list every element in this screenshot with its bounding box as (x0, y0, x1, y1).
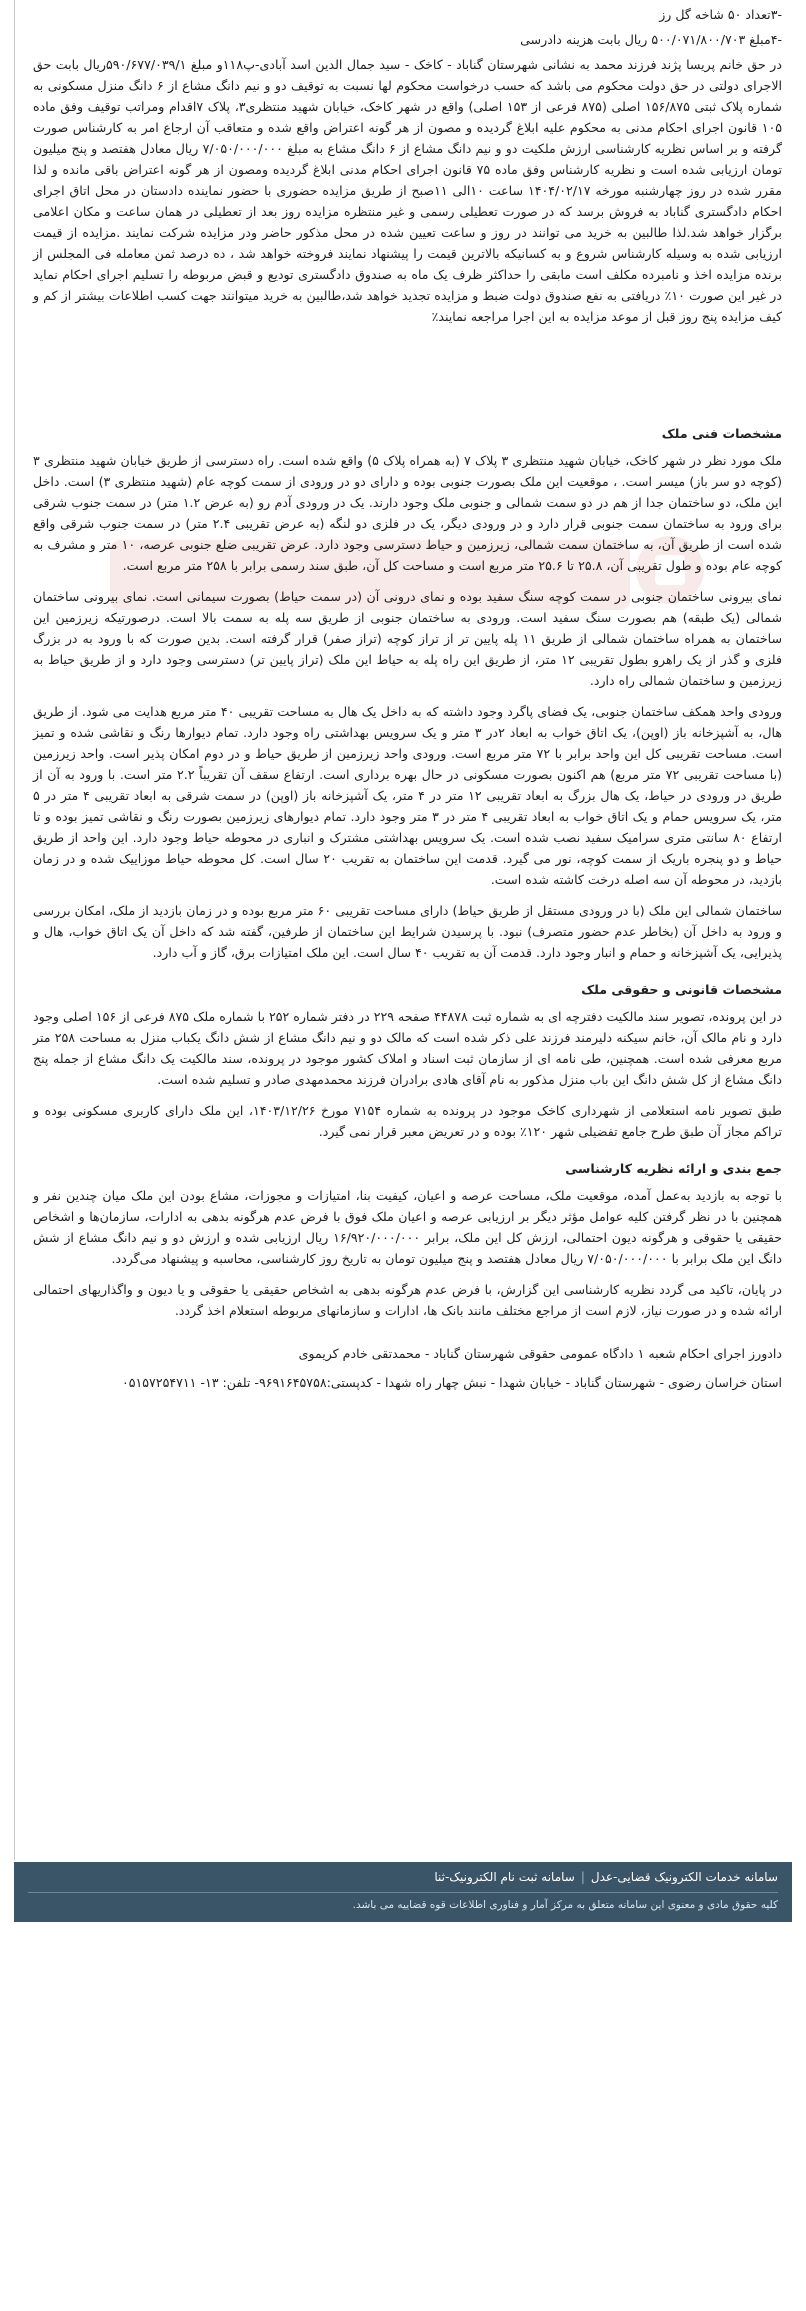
footer-copyright: کلیه حقوق مادی و معنوی این سامانه متعلق به مرکز آمار و فناوری اطلاعات قوه قضاییه می باشد. (352, 1899, 778, 1911)
conclusion-heading: جمع بندی و ارائه نظریه کارشناسی (565, 1161, 782, 1176)
technical-paragraph-location: ملک مورد نظر در شهر کاخک، خیابان شهید منتظری ۳ پلاک ۷ (به همراه پلاک ۵) واقع شده است. راه دسترسی از طریق خیابان شهید منتظری ۳ (کوچه دو سر باز) میسر است. ، موقعیت این ملک بصورت جنوبی بوده و دارای دو در ورودی از سمت کوچه عام (شهید منتظری ۳) است. داخل این ملک، دو ساختمان جدا از هم در دو سمت شمالی و جنوبی ملک وجود دارند. یک در ورودی آدم رو (به عرض ۱.۲ متر) در سمت جنوب شرقی برای ورود به ساختمان سمت جنوبی قرار دارد و در ورودی دیگر، یک در فلزی دو لنگه (به عرض تقریبی ۲.۴ متر) در سمت جنوب شرقی واقع شده است از طریق آن، به ساختمان سمت شمالی، زیرزمین و حیاط دسترسی وجود دارد. عرض تقریبی ضلع جنوبی عرصه، ۱۰ متر و مشرف به کوچه عام بوده و طول تقریبی آن، ۲۵.۸ تا ۲۵.۶ متر مربع است و مساحت کل آن، طبق سند رسمی برابر با ۲۵۸ متر مربع است. (33, 453, 783, 573)
conclusion-paragraph-valuation: با توجه به بازدید به‌عمل آمده، موقعیت ملک، مساحت عرصه و اعیان، کیفیت بنا، امتیازات و مجوزات، مشاع بودن این ملک میان چندین نفر و همچنین با در نظر گرفتن کلیه عوامل مؤثر دیگر بر ارزیابی عرصه و اعیان ملک فوق با فرض عدم هرگونه بدهی به ادارات، سازمان‌ها و اشخاص حقیقی یا حقوقی و هرگونه دیون احتمالی، ارزش کل این ملک، برابر ۱۶/۹۲۰/۰۰۰/۰۰۰ ریال ارزیابی شده و ارزش دو و نیم دانگ مشاع از شش دانگ این ملک برابر با ۷/۰۵۰/۰۰۰/۰۰۰ ریال معادل هفتصد و پنج میلیون تومان به تاریخ روز کارشناسی، محاسبه و پیشنهاد می‌گردد. (33, 1188, 782, 1266)
item-4-court-costs: -۴مبلغ ۵۰۰/۰۷۱/۸۰۰/۷۰۳ ریال بابت هزینه دادرسی (520, 32, 782, 47)
notice-content (14, 0, 792, 1860)
technical-specs-heading: مشخصات فنی ملک (661, 426, 782, 441)
signature: دادورز اجرای احکام شعبه ۱ دادگاه عمومی حقوقی شهرستان گناباد - محمدتقی خادم کریموی (298, 1346, 782, 1361)
legal-specs-heading: مشخصات قانونی و حقوقی ملک (581, 982, 782, 997)
legal-paragraph-municipality: طبق تصویر نامه استعلامی از شهرداری کاخک موجود در پرونده به شماره ۷۱۵۴ مورخ ۱۴۰۳/۱۲/۲۶، این ملک دارای کاربری مسکونی بوده و تراکم مجاز آن طبق طرح جامع تفضیلی شهر ۱۲۰٪ بوده و در تعریض معبر قرار نمی گیرد. (33, 1103, 782, 1139)
technical-paragraph-north-building: ساختمان شمالی این ملک (با در ورودی مستقل از طریق حیاط) دارای مساحت تقریبی ۶۰ متر مربع بوده و در زمان بازدید از ملک، امکان بررسی و ورود به داخل آن (بخاطر عدم حضور متصرف) نبود. با پرسیدن شرایط این ساختمان از طرفین، گفته شد که داخل آن یک اتاق خواب، هال و پذیرایی، یک آشپزخانه و حمام و انبار وجود دارد. قدمت آن به تقریب ۴۰ سال است. این ملک امتیازات برق، گاز و آب دارد. (33, 903, 783, 960)
section-gap (33, 337, 782, 407)
legal-paragraph-deed: در این پرونده، تصویر سند مالکیت دفترچه ای به شماره ثبت ۴۴۸۷۸ صفحه ۲۲۹ در دفتر شماره ۲۵۲ با شماره ملک ۸۷۵ فرعی از ۱۵۶ اصلی وجود دارد و نام مالک آن، خانم سیکنه دلیرمند فرزند علی ذکر شده است که مالک دو و نیم دانگ مشاع از شش دانگ یکباب منزل به مساحت ۲۵۸ متر مربع معرفی شده است. همچنین، طی نامه ای از سازمان ثبت اسناد و املاک کشور موجود در پرونده، سند مالکیت یک دانگ مشاع از جمله پنج دانگ مشاع از کل شش دانگ این باب منزل مذکور به نام آقای هادی برادران فرزند محمدمهدی صادر و تسلیم شده است. (33, 1009, 782, 1087)
auction-intro-paragraph: در حق خانم پریسا پژند فرزند محمد به نشانی شهرستان گناباد - کاخک - سید جمال الدین اسد آبادی-پ۱۱۸و مبلغ ۵۹۰/۶۷۷/۰۳۹/۱ریال بابت حق الاجرای دولتی در حق دولت محکوم می باشد که حسب درخواست محکوم لها نسبت به توقیف دو و نیم دانگ مشاع از ۶ دانگ منزل مسکونی به شماره پلاک ثبتی ۱۵۶/۸۷۵ اصلی (۸۷۵ فرعی از ۱۵۳ اصلی) واقع در شهر کاخک، خیابان شهید منتظری۳، پلاک ۷اقدام ومراتب توقیف وفق ماده ۱۰۵ قانون اجرای احکام مدنی به محکوم علیه ابلاغ گردیده و مصون از هر گونه اعتراض واقع شده و متعاقب آن ارجاع امر به کارشناس صورت گرفته و بر اساس نظریه کارشناسی ارزش ملکیت دو و نیم دانگ مشاع از ۶ دانگ مشاع به مبلغ ۷/۰۵۰/۰۰۰/۰۰۰ ریال معادل هفتصد و پنج میلیون تومان ارزیابی شده است و نظریه کارشناس وفق ماده ۷۵ قانون اجرای احکام مدنی ابلاغ گردیده ومصون از هر گونه اعتراض باقی مانده و لذا مقرر شده در روز چهارشنبه مورخه ۱۴۰۴/۰۲/۱۷ ساعت ۱۰الی ۱۱صبح از طریق مزایده حضوری با حضور نماینده دادستان در محل اتاق اجرای احکام دادگستری گناباد به فروش برسد که در صورت تعطیلی رسمی و غیر منتظره مزایده روز بعد از تعطیلی در همان ساعت و مکان اعلامی برگزار خواهد شد.لذا طالبین به خرید می توانند در روز و ساعت تعیین شده در محل مذکور حاضر ودر مزایده شرکت نمایند .مزایده از قیمت ارزیابی شده به وسیله کارشناس شروع و به کسانیکه بالاترین قیمت را پیشنهاد نمایند فروخته خواهد شد ، ده درصد ثمن معامله فی المجلس از برنده مزایده اخذ و نامبرده مکلف است مابقی را حداکثر ظرف یک ماه به صندوق دادگستری تودیع و قبض مربوطه را تسلیم اجرای احکام نماید در غیر این صورت ۱۰٪ دریافتی به نفع صندوق دولت ضبط و مزایده تجدید خواهد شد،طالبین به خرید میتوانند جهت کسب اطلاعات بیشتر از کم و کیف مزایده پنج روز قبل از موعد مزایده به این اجرا مراجعه نمایند٪ (33, 57, 782, 324)
technical-paragraph-facade: نمای بیرونی ساختمان جنوبی در سمت کوچه سنگ سفید بوده و نمای درونی آن (در سمت حیاط) بصورت سیمانی است. نمای بیرونی ساختمان شمالی (یک طبقه) هم بصورت سنگ سفید است. ورودی به ساختمان جنوبی از طریق سه پله به سمت بالا است. درصورتیکه زیرزمین این ساختمان به همراه ساختمان شمالی از طریق ۱۱ پله پایین تر از تراز کوچه (تراز صفر) قرار گرفته است. بدین صورت که با ورود به در بزرگ فلزی و گذر از یک راهرو بطول تقریبی ۱۲ متر، از طریق این راه پله به حیاط این ملک (تراز پایین تر) دسترسی وجود دارد و از طریق حیاط به زیرزمین و ساختمان شمالی راه دارد. (33, 589, 783, 688)
item-3-roses: -۳تعداد ۵۰ شاخه گل رز (659, 7, 782, 22)
conclusion-paragraph-disclaimer: در پایان، تاکید می گردد نظریه کارشناسی این گزارش، با فرض عدم هرگونه بدهی به اشخاص حقیقی یا حقوقی و یا دیون و واگذاریهای احتمالی ارائه شده و در صورت نیاز، لازم است از مراجع مختلف مانند بانک ها، ادارات و سازمانهای مربوطه استعلام اخذ گردد. (33, 1282, 782, 1318)
footer-divider (28, 1892, 778, 1893)
site-footer (14, 1862, 792, 1922)
technical-paragraph-units: ورودی واحد همکف ساختمان جنوبی، یک فضای پاگرد وجود داشته که به داخل یک هال به مساحت تقریبی ۴۰ متر مربع هدایت می شود. از طریق هال، به آشپزخانه باز (اوپن)، یک اتاق خواب به ابعاد ۲در ۳ متر و یک سرویس بهداشتی راه وجود دارد. تمام دیوارها رنگ و نقاشی شده و تمیز است. مساحت تقریبی کل این واحد برابر با ۷۲ متر مربع است. ورودی واحد زیرزمین از طریق حیاط و در دوم امکان پذیر است. واحد زیرزمین (با مساحت تقریبی ۷۲ متر مربع) هم اکنون بصورت مسکونی در حال بهره برداری است. ارتفاع سقف آن تقریباً ۲.۲ متر است. با ورود به آن از طریق در ورودی در حیاط، یک هال بزرگ به ابعاد تقریبی ۱۲ متر در ۴ متر، یک آشپزخانه باز (اوپن) در سمت شرقی به ابعاد تقریبی ۴ متر در ۵ متر، یک سرویس حمام و یک اتاق خواب به ابعاد تقریبی ۴ متر در ۳ متر وجود دارد. تمام دیوارهای زیرزمین بصورت رنگ و نقاشی تمیز بوده و تا ارتفاع ۸۰ سانتی متری سرامیک سفید نصب شده است. یک سرویس بهداشتی مشترک و انباری در محوطه حیاط وجود دارد. این واحد از طریق حیاط و دو پنجره باریک از سمت کوچه، نور می گیرد. قدمت این ساختمان به تقریب ۲۰ سال است. کل محوطه حیاط موزاییک شده و در زمان بازدید، در محوطه آن سه اصله درخت کاشته شده است. (33, 704, 783, 887)
footer-link-sana[interactable]: سامانه ثبت نام الکترونیک-ثنا (434, 1870, 575, 1884)
footer-links (28, 1870, 778, 1884)
footer-separator: | (580, 1870, 585, 1884)
footer-link-adl[interactable]: سامانه خدمات الکترونیک قضایی-عدل (590, 1870, 778, 1884)
court-address: استان خراسان رضوی - شهرستان گناباد - خیابان شهدا - نبش چهار راه شهدا - کدپستی:۹۶۹۱۶۴۵۷۵۸- تلفن: ۱۳- ۰۵۱۵۷۲۵۴۷۱۱ (122, 1375, 782, 1390)
